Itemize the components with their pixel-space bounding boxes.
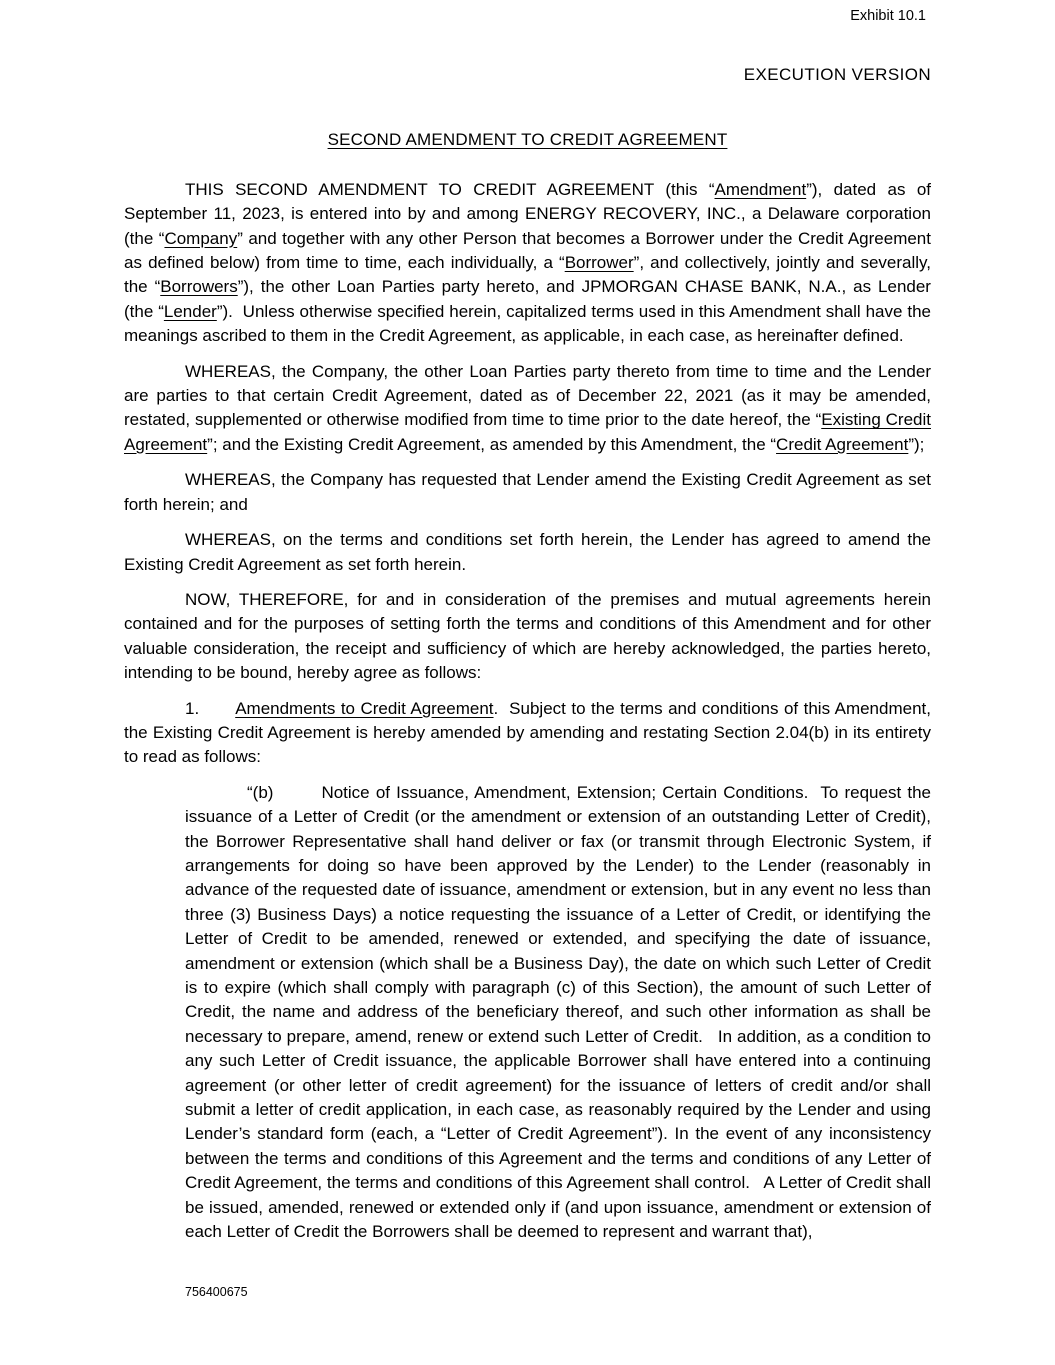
text-run: . Subject to the terms and conditions of this Amendment, the Existing Credit Agreement is hereby amended by amending and restating Section 2.04(b) in its entirety to read as follows: — [124, 698, 931, 767]
text-run: ”), dated as of September 11, 2023, is entered into by and among ENERGY RECOVERY, INC., a Delaware corporation (the “ — [124, 179, 932, 248]
section-1-paragraph — [124, 697, 931, 770]
defined-term: Amendment — [714, 179, 807, 199]
recital-paragraph-3 — [124, 528, 931, 577]
text-run: WHEREAS, the Company, the other Loan Parties party thereto from time to time and the Lender are parties to that certain Credit Agreement, dated as of December 22, 2021 (as it may be amended, restated, supplemented or otherwise modified from time to time prior to the date hereof, the “ — [124, 361, 931, 430]
intro-paragraph — [124, 178, 931, 349]
text-run: 1. — [185, 698, 200, 718]
text-run: ”, and collectively, jointly and severally, the “ — [124, 253, 931, 297]
recital-paragraph-2 — [124, 468, 931, 517]
footer-document-number: 756400675 — [185, 1285, 248, 1299]
section-2-04-b-block-quote — [185, 781, 931, 1245]
defined-term: Lender — [163, 301, 217, 321]
text-run: ”), the other Loan Parties party hereto, and JPMORGAN CHASE BANK, N.A., as Lender (the “ — [124, 277, 931, 321]
text-run: Notice of Issuance, Amendment, Extension; Certain Conditions. To request the issuance of a Letter of Credit (or the amendment or extension of an outstanding Letter of Credit), the Borrower Representative shall hand deliver or fax (or transmit through Electronic System, if arrangements for doing so have been approved by the Lender) to the Lender (reasonably in advance of the requested date of issuance, amendment or extension, but in any event no less than three (3) Business Days) a notice requesting the issuance of a Letter of Credit, or identifying the Letter of Credit to be amended, renewed or extended, and specifying the date of issuance, amendment or extension (which shall be a Business Day), the date on which such Letter of Credit is to expire (which shall comply with paragraph (c) of this Section), the amount of such Letter of Credit, the name and address of the beneficiary thereof, and such other information as shall be necessary to prepare, amend, renew or extend such Letter of Credit. In addition, as a condition to any such Letter of Credit issuance, the applicable Borrower shall have entered into a continuing agreement (or other letter of credit agreement) for the issuance of letters of credit and/or shall submit a letter of credit application, in each case, as reasonably required by the Lender and using Lender’s standard form (each, a “Letter of Credit Agreement”). In the event of any inconsistency between the terms and conditions of this Agreement and the terms and conditions of any Letter of Credit Agreement, the terms and conditions of this Agreement shall control. A Letter of Credit shall be issued, amended, renewed or extended only if (and upon issuance, amendment or extension of each Letter of Credit the Borrowers shall be deemed to represent and warrant that), — [185, 782, 931, 1242]
text-run: NOW, THEREFORE, for and in consideration of the premises and mutual agreements herein contained and for the purposes of setting forth the terms and conditions of this Amendment and for other valuable consideration, the receipt and sufficiency of which are hereby acknowledged, the parties hereto, intending to be bound, hereby agree as follows: — [124, 589, 931, 683]
text-run: “(b) — [247, 782, 274, 802]
text-run: ”); — [908, 434, 925, 454]
defined-term: Borrower — [564, 253, 634, 273]
document-title — [124, 128, 931, 152]
text-run: ” and together with any other Person that becomes a Borrower under the Credit Agreement as defined below) from time to time, each individually, a “ — [124, 228, 931, 273]
defined-term: Amendments to Credit Agreement — [235, 698, 494, 718]
defined-term: Company — [164, 228, 238, 248]
text-run: WHEREAS, on the terms and conditions set forth herein, the Lender has agreed to amend the Existing Credit Agreement as set forth herein. — [124, 530, 931, 574]
now-therefore-paragraph — [124, 588, 931, 686]
paragraphs — [124, 178, 931, 1245]
text-run: THIS SECOND AMENDMENT TO CREDIT AGREEMENT (this “ — [185, 179, 715, 199]
defined-term: Borrowers — [160, 277, 238, 297]
defined-term: Credit Agreement — [776, 434, 909, 454]
document-title-text: SECOND AMENDMENT TO CREDIT AGREEMENT — [327, 130, 728, 150]
recital-paragraph-1 — [124, 360, 931, 458]
execution-version-label: EXECUTION VERSION — [743, 65, 931, 84]
text-run: ”; and the Existing Credit Agreement, as amended by this Amendment, the “ — [207, 434, 777, 454]
exhibit-label: Exhibit 10.1 — [850, 8, 926, 24]
text-run: ”). Unless otherwise specified herein, capitalized terms used in this Amendment shall have the meanings ascribed to them in the Credit Agreement, as applicable, in each case, as hereinafter defined. — [124, 301, 931, 346]
text-run: WHEREAS, the Company has requested that Lender amend the Existing Credit Agreement as set forth herein; and — [124, 470, 931, 514]
defined-term: Existing Credit Agreement — [124, 410, 931, 454]
